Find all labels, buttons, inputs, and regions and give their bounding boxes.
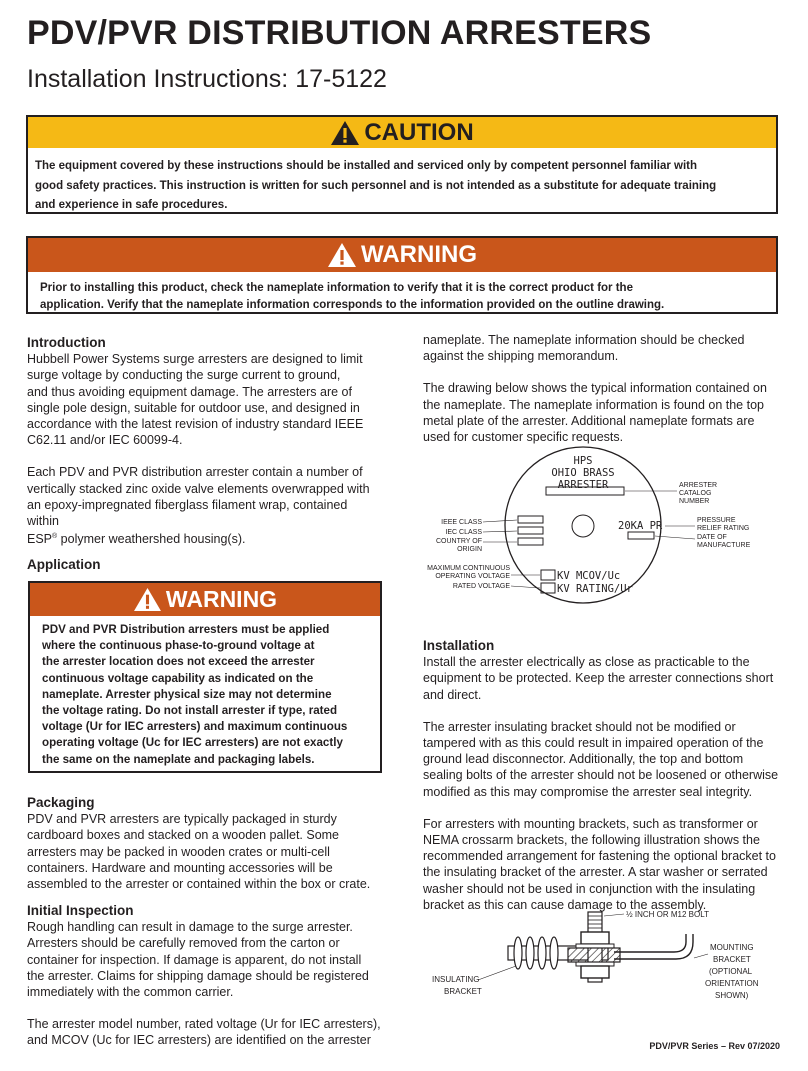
mounting-label-4: ORIENTATION: [705, 979, 759, 988]
mounting-label-5: SHOWN): [715, 991, 749, 1000]
text-line: Install the arrester electrically as close as practicable to the: [423, 655, 750, 670]
mcov-box: [541, 570, 555, 580]
text-span: polymer weathershed housing(s).: [57, 532, 246, 547]
text-line: The drawing below shows the typical information contained on: [423, 381, 767, 396]
text-line: the nameplate. The nameplate information is found on the top: [423, 397, 764, 412]
text-line: tampered with as this could result in impaired operation of the: [423, 736, 764, 751]
text-line: Arresters should be carefully removed from the carton or: [27, 936, 340, 951]
label-date-1: DATE OF: [697, 534, 727, 541]
text-line: an epoxy-impregnated fiberglass filament wrap, contained within: [27, 497, 348, 529]
nameplate-diagram: [420, 440, 790, 620]
warning-text: [28, 272, 776, 314]
bolt-head: [581, 966, 609, 978]
mounting-label-3: (OPTIONAL: [709, 967, 753, 976]
warning-triangle-icon: [327, 242, 357, 268]
packaging-text: [27, 811, 387, 892]
nameplate-rating: KV RATING/Ur: [557, 583, 633, 595]
leader-line: [483, 531, 517, 532]
nameplate-hps: HPS: [573, 455, 593, 467]
label-date-2: MANUFACTURE: [697, 542, 751, 549]
leader-line: [483, 520, 517, 522]
leader-line: [655, 536, 695, 539]
nameplate-mcov: KV MCOV/Uc: [557, 570, 621, 582]
text-line: arresters may be packed in wooden crates or multi-cell: [27, 844, 330, 859]
warning-line: continuous voltage capability as indicated on the: [42, 671, 314, 685]
packaging-section: [27, 795, 387, 892]
caution-line: good safety practices. This instruction is written for such personnel and is not intended as a substitute for adequate training: [35, 179, 717, 192]
application-warning-text: [30, 616, 380, 768]
warning-line: voltage (Ur for IEC arresters) and maximum continuous: [42, 720, 348, 734]
text-line: the insulating bracket of the arrester. A star washer or serrated: [423, 865, 768, 880]
text-line: Hubbell Power Systems surge arresters are designed to limit: [27, 352, 363, 367]
application-heading: Application: [27, 557, 101, 572]
text-line: metal plate of the arrester. Additional nameplate formats are: [423, 413, 755, 428]
center-hole: [572, 515, 594, 537]
application-warning-header: [30, 583, 380, 616]
inspection-section: [27, 903, 387, 1049]
text-line: against the shipping memorandum.: [423, 349, 619, 364]
installation-p3: [423, 816, 783, 913]
text-line: sealing bolts of the arrester should not be loosened or otherwise: [423, 768, 779, 783]
caution-label: CAUTION: [364, 118, 474, 146]
text-line: and direct.: [423, 687, 482, 702]
installation-p2: [423, 719, 783, 800]
installation-p1: [423, 654, 783, 703]
warning-triangle-icon: [330, 120, 360, 146]
text-line: washer should not be used in conjunction with the insulating: [423, 881, 756, 896]
mounting-label-2: BRACKET: [713, 955, 751, 964]
text-line: modified as this may compromise the arrester seal integrity.: [423, 784, 753, 799]
text-line: vertically stacked zinc oxide valve elements overwrapped with: [27, 481, 370, 496]
label-catalog-2: CATALOG: [679, 490, 712, 497]
inspection-p2: [27, 1016, 387, 1048]
warning-line: the same on the nameplate and packaging labels.: [42, 752, 315, 766]
label-country-2: ORIGIN: [457, 546, 482, 553]
right-p1: [423, 332, 783, 364]
text-line: The arrester model number, rated voltage (Ur for IEC arresters),: [27, 1017, 381, 1032]
inspection-p1: [27, 919, 387, 1000]
text-line: and MCOV (Uc for IEC arresters) are identified on the arrester: [27, 1033, 371, 1048]
shed-3: [538, 937, 546, 969]
text-line: Rough handling can result in damage to the surge arrester.: [27, 920, 353, 935]
shed-1: [514, 937, 522, 969]
bracket-illustration: [418, 902, 788, 1030]
warning-line: where the continuous phase-to-ground voltage at: [42, 639, 315, 653]
text-line: surge voltage by conducting the surge current to ground,: [27, 368, 341, 383]
right-intro-text: [423, 332, 783, 445]
nameplate-relief: 20KA PR: [618, 520, 663, 532]
page-subtitle: Installation Instructions: 17-5122: [27, 65, 387, 93]
country-box: [518, 538, 543, 545]
caution-box: [26, 115, 778, 214]
text-line: The arrester insulating bracket should not be modified or: [423, 719, 736, 734]
text-line: recommended arrangement for fastening the optional bracket to: [423, 849, 776, 864]
text-line: single pole design, suitable for outdoor use, and designed in: [27, 400, 360, 415]
right-p2: [423, 380, 783, 445]
warning-box: [26, 236, 778, 314]
warning-line: the voltage rating. Do not install arrester if type, rated: [42, 704, 338, 718]
application-warning-label: WARNING: [165, 586, 278, 612]
warning-line: Prior to installing this product, check the nameplate information to verify that it is the correct product for the: [40, 282, 633, 294]
label-mcov-1: MAXIMUM CONTINUOUS: [427, 565, 510, 572]
nameplate-ohio-brass: OHIO BRASS: [551, 467, 615, 479]
hatched-section: [568, 948, 620, 962]
introduction-p2: [27, 464, 377, 547]
mounting-label-1: MOUNTING: [710, 943, 754, 952]
caution-header: [28, 117, 776, 148]
label-catalog-3: NUMBER: [679, 498, 710, 505]
warning-line: application. Verify that the nameplate information corresponds to the information provided on the outline drawing.: [40, 299, 665, 311]
page-title: PDV/PVR DISTRIBUTION ARRESTERS: [27, 14, 652, 52]
label-mcov-2: OPERATING VOLTAGE: [435, 573, 510, 580]
date-box: [628, 532, 654, 539]
text-line: nameplate. The nameplate information should be checked: [423, 333, 745, 347]
warning-line: PDV and PVR Distribution arresters must be applied: [42, 623, 330, 636]
text-line: C62.11 and/or IEC 60099-4.: [27, 433, 183, 448]
mounting-bracket-shape: [614, 934, 693, 959]
warning-header: [28, 238, 776, 272]
warning-line: nameplate. Arrester physical size may not determine: [42, 687, 332, 701]
text-line: accordance with the latest revision of industry standard IEEE: [27, 417, 364, 432]
caution-line: and experience in safe procedures.: [35, 199, 228, 211]
warning-line: operating voltage (Uc for IEC arresters) are not exactly: [42, 736, 343, 750]
shed-2: [526, 937, 534, 969]
text-line: PDV and PVR arresters are typically packaged in sturdy: [27, 812, 337, 827]
nameplate-arrester: ARRESTER: [557, 479, 609, 491]
insulating-label-1: INSULATING: [432, 975, 480, 984]
text-line: container for inspection. If damage is apparent, do not install: [27, 952, 362, 967]
text-line: ground lead disconnector. Additionally, the top and bottom: [423, 752, 744, 767]
packaging-heading: Packaging: [27, 795, 95, 810]
label-catalog-1: ARRESTER: [679, 482, 718, 489]
text-line: assembled to the arrester or contained within the box or crate.: [27, 877, 371, 892]
text-line: the arrester. Claims for shipping damage should be registered: [27, 968, 369, 983]
label-pressure-1: PRESSURE: [697, 517, 736, 524]
text-line: containers. Hardware and mounting accessories will be: [27, 860, 333, 875]
shed-4: [550, 937, 558, 969]
application-warning-box: [28, 581, 382, 773]
warning-line: the arrester location does not exceed the arrester: [42, 655, 315, 669]
text-line: bracket as this can cause damage to the assembly.: [423, 897, 707, 912]
bolt-label: ½ INCH OR M12 BOLT: [626, 910, 709, 919]
caution-text: [28, 148, 776, 216]
iec-class-box: [518, 527, 543, 534]
text-line: NEMA crossarm brackets, the following illustration shows the: [423, 833, 760, 848]
ieee-class-box: [518, 516, 543, 523]
text-line: [27, 529, 377, 547]
introduction-p1: [27, 351, 377, 448]
registered-mark: ®: [52, 533, 58, 541]
warning-label: WARNING: [361, 241, 477, 268]
installation-heading: Installation: [423, 638, 495, 653]
insulating-label-2: BRACKET: [444, 987, 482, 996]
footer-text: PDV/PVR Series – Rev 07/2020: [649, 1041, 780, 1051]
nut: [581, 932, 609, 944]
label-ieee-class: IEEE CLASS: [441, 519, 482, 526]
text-line: Each PDV and PVR distribution arrester contain a number of: [27, 465, 363, 480]
label-country-1: COUNTRY OF: [435, 538, 482, 545]
warning-triangle-icon: [133, 587, 162, 612]
introduction-heading: Introduction: [27, 335, 106, 350]
text-line: and thus avoiding equipment damage. The arresters are of: [27, 384, 352, 399]
label-pressure-2: RELIEF RATING: [697, 525, 750, 532]
text-line: For arresters with mounting brackets, such as transformer or: [423, 816, 758, 831]
introduction-section: [27, 335, 377, 548]
label-rated-voltage: RATED VOLTAGE: [452, 583, 510, 590]
text-line: cardboard boxes and stacked on a wooden pallet. Some: [27, 828, 340, 843]
esp-text: ESP: [27, 532, 53, 547]
text-line: immediately with the common carrier.: [27, 985, 234, 1000]
inspection-heading: Initial Inspection: [27, 903, 134, 918]
installation-section: [423, 638, 783, 913]
caution-line: The equipment covered by these instructions should be installed and serviced only by competent personnel familiar with: [35, 160, 698, 172]
text-line: equipment to be protected. Keep the arrester connections short: [423, 671, 774, 686]
text-line: used for customer specific requests.: [423, 430, 624, 445]
label-iec-class: IEC CLASS: [445, 529, 482, 536]
